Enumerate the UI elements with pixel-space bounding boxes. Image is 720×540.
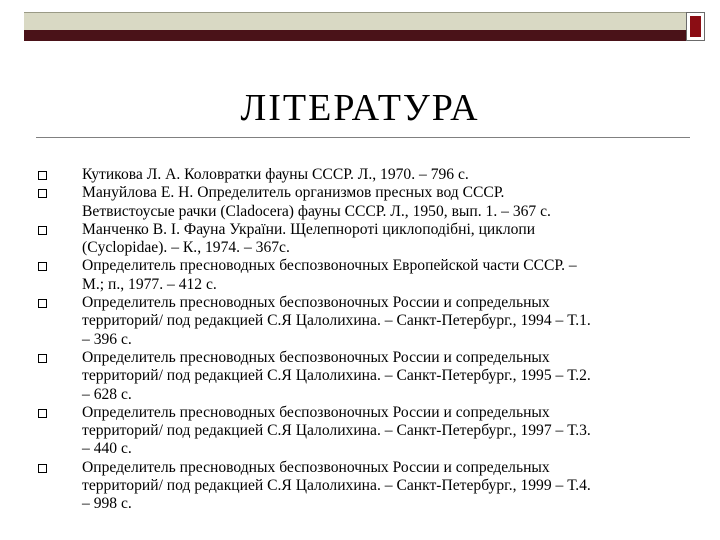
square-bullet-icon [38, 171, 47, 180]
reference-text: Определитель пресноводных беспозвоночных России и сопредельных территорий/ под редакцией С.Я Цалолихина. – Санкт-Петербург., 1995 – Т.2. – 628 с. [82, 348, 591, 403]
square-bullet-icon [38, 226, 47, 235]
square-bullet-icon [38, 354, 47, 363]
reference-text: Определитель пресноводных беспозвоночных Европейской части СССР. – М.; п., 1977. – 412 с. [82, 257, 577, 293]
square-bullet-icon [38, 409, 47, 418]
list-item [38, 459, 678, 514]
list-item [38, 166, 678, 184]
reference-text: Мануйлова Е. Н. Определитель организмов пресных вод СССР. Ветвистоусые рачки (Cladocera) фауны СССР. Л., 1950, вып. 1. – 367 с. [82, 184, 551, 220]
square-bullet-icon [38, 189, 47, 198]
reference-text: Кутикова Л. А. Коловратки фауны СССР. Л., 1970. – 796 с. [82, 166, 469, 183]
list-item [38, 221, 678, 258]
reference-list [38, 166, 678, 514]
list-item [38, 257, 678, 294]
reference-text: Определитель пресноводных беспозвоночных России и сопредельных территорий/ под редакцией С.Я Цалолихина. – Санкт-Петербург., 1997 – Т.3. – 440 с. [82, 403, 591, 458]
reference-text: Определитель пресноводных беспозвоночных России и сопредельных территорий/ под редакцией С.Я Цалолихина. – Санкт-Петербург., 1999 – Т.4. – 998 с. [82, 458, 591, 513]
reference-text: Манченко В. І. Фауна України. Щелепнороті циклоподібні, циклопи (Cyclopidae). – К., 1974. – 367с. [82, 220, 536, 257]
header-band-light [24, 12, 688, 31]
square-bullet-icon [38, 299, 47, 308]
title-divider [36, 137, 690, 138]
list-item [38, 404, 678, 459]
header-band-dark [24, 30, 688, 41]
square-bullet-icon [38, 262, 47, 271]
list-item [38, 294, 678, 349]
slide-title: ЛІТЕРАТУРА [240, 87, 480, 129]
list-item [38, 184, 678, 221]
reference-text: Определитель пресноводных беспозвоночных России и сопредельных территорий/ под редакцией С.Я Цалолихина. – Санкт-Петербург., 1994 – Т.1. – 396 с. [82, 294, 591, 348]
corner-accent-square [686, 12, 705, 41]
list-item [38, 349, 678, 404]
square-bullet-icon [38, 464, 47, 473]
